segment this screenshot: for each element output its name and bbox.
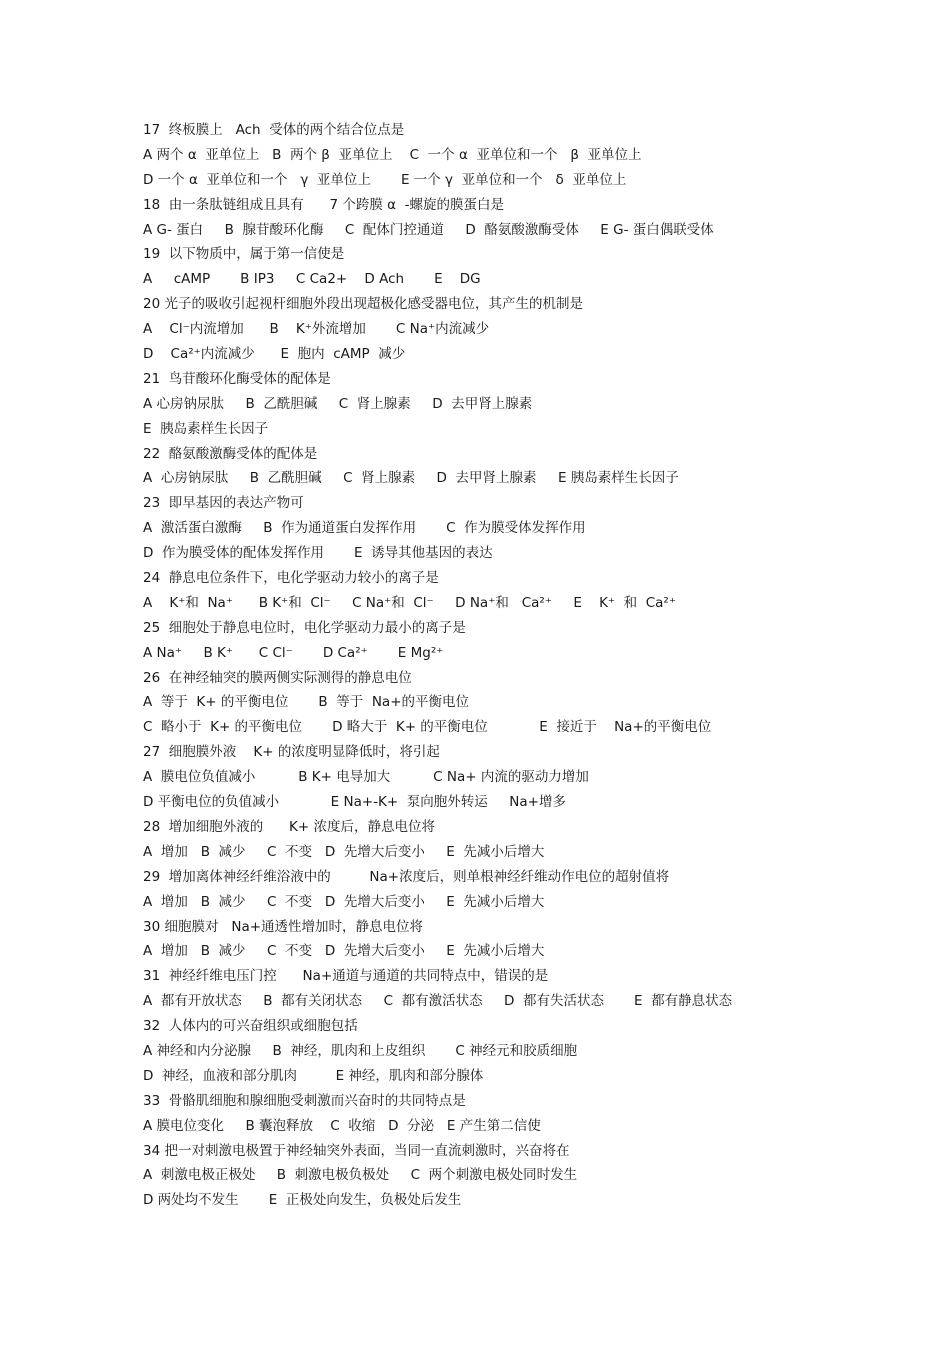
options-20-line-1: A Cl⁻内流增加 B K⁺外流增加 C Na⁺内流减少 (143, 321, 490, 338)
options-24: A K⁺和 Na⁺ B K⁺和 Cl⁻ C Na⁺和 Cl⁻ D Na⁺和 Ca²⁺ E K⁺ 和 Ca²⁺ (143, 594, 676, 611)
options-25: A Na⁺ B K⁺ C Cl⁻ D Ca²⁺ E Mg²⁺ (143, 644, 444, 661)
question-27: 27 细胞膜外液 K+ 的浓度明显降低时，将引起 (143, 744, 440, 761)
question-25: 25 细胞处于静息电位时，电化学驱动力最小的离子是 (143, 619, 466, 636)
question-34: 34 把一对刺激电极置于神经轴突外表面，当同一直流刺激时，兴奋将在 (143, 1142, 570, 1159)
question-30: 30 细胞膜对 Na+通透性增加时，静息电位将 (143, 918, 424, 935)
options-26-line-2: C 略小于 K+ 的平衡电位 D 略大于 K+ 的平衡电位 E 接近于 Na+的平衡电位 (143, 719, 712, 736)
question-17: 17 终板膜上 Ach 受体的两个结合位点是 (143, 122, 405, 138)
options-23-line-2: D 作为膜受体的配体发挥作用 E 诱导其他基因的表达 (143, 545, 493, 562)
options-29: A 增加 B 减少 C 不变 D 先增大后变小 E 先减小后增大 (143, 893, 545, 910)
options-31: A 都有开放状态 B 都有关闭状态 C 都有激活状态 D 都有失活状态 E 都有静息状态 (143, 993, 733, 1010)
options-32-line-1: A 神经和内分泌腺 B 神经，肌肉和上皮组织 C 神经元和胶质细胞 (143, 1042, 578, 1059)
question-32: 32 人体内的可兴奋组织或细胞包括 (143, 1018, 358, 1035)
options-21-line-2: E 胰岛素样生长因子 (143, 420, 269, 437)
question-31: 31 神经纤维电压门控 Na+通道与通道的共同特点中，错误的是 (143, 968, 549, 985)
question-21: 21 鸟苷酸环化酶受体的配体是 (143, 370, 331, 387)
options-22: A 心房钠尿肽 B 乙酰胆碱 C 肾上腺素 D 去甲肾上腺素 E 胰岛素样生长因子 (143, 470, 679, 487)
options-34-line-1: A 刺激电极正极处 B 刺激电极负极处 C 两个刺激电极处同时发生 (143, 1167, 578, 1184)
options-23-line-1: A 激活蛋白激酶 B 作为通道蛋白发挥作用 C 作为膜受体发挥作用 (143, 520, 586, 537)
options-18: A G- 蛋白 B 腺苷酸环化酶 C 配体门控通道 D 酪氨酸激酶受体 E G- 蛋白偶联受体 (143, 221, 714, 238)
question-23: 23 即早基因的表达产物可 (143, 495, 304, 512)
question-29: 29 增加离体神经纤维浴液中的 Na+浓度后，则单根神经纤维动作电位的超射值将 (143, 868, 670, 885)
options-19: A cAMP B IP3 C Ca2+ D Ach E DG (143, 271, 481, 288)
question-28: 28 增加细胞外液的 K+ 浓度后，静息电位将 (143, 818, 435, 835)
options-26-line-1: A 等于 K+ 的平衡电位 B 等于 Na+的平衡电位 (143, 694, 470, 711)
options-28: A 增加 B 减少 C 不变 D 先增大后变小 E 先减小后增大 (143, 843, 545, 860)
options-27-line-2: D 平衡电位的负值减小 E Na+-K+ 泵向胞外转运 Na+增多 (143, 794, 566, 811)
question-22: 22 酪氨酸激酶受体的配体是 (143, 445, 318, 462)
options-17-line-1: A 两个 α 亚单位上 B 两个 β 亚单位上 C 一个 α 亚单位和一个 β 亚单位上 (143, 146, 642, 163)
question-20: 20 光子的吸收引起视杆细胞外段出现超极化感受器电位，其产生的机制是 (143, 296, 583, 313)
question-list (143, 118, 843, 1213)
options-32-line-2: D 神经，血液和部分肌肉 E 神经，肌肉和部分腺体 (143, 1067, 484, 1084)
question-26: 26 在神经轴突的膜两侧实际测得的静息电位 (143, 669, 412, 686)
question-18: 18 由一条肽链组成且具有 7 个跨膜 α -螺旋的膜蛋白是 (143, 196, 505, 213)
options-21-line-1: A 心房钠尿肽 B 乙酰胆碱 C 肾上腺素 D 去甲肾上腺素 (143, 395, 533, 412)
question-24: 24 静息电位条件下，电化学驱动力较小的离子是 (143, 570, 439, 587)
options-27-line-1: A 膜电位负值减小 B K+ 电导加大 C Na+ 内流的驱动力增加 (143, 769, 589, 786)
options-30: A 增加 B 减少 C 不变 D 先增大后变小 E 先减小后增大 (143, 943, 545, 960)
options-17-line-2: D 一个 α 亚单位和一个 γ 亚单位上 E 一个 γ 亚单位和一个 δ 亚单位上 (143, 171, 627, 188)
options-20-line-2: D Ca²⁺内流减少 E 胞内 cAMP 减少 (143, 346, 406, 363)
question-33: 33 骨骼肌细胞和腺细胞受刺激而兴奋时的共同特点是 (143, 1092, 466, 1109)
options-34-line-2: D 两处均不发生 E 正极处向发生，负极处后发生 (143, 1192, 462, 1209)
options-33: A 膜电位变化 B 囊泡释放 C 收缩 D 分泌 E 产生第二信使 (143, 1117, 541, 1134)
question-19: 19 以下物质中，属于第一信使是 (143, 246, 345, 263)
